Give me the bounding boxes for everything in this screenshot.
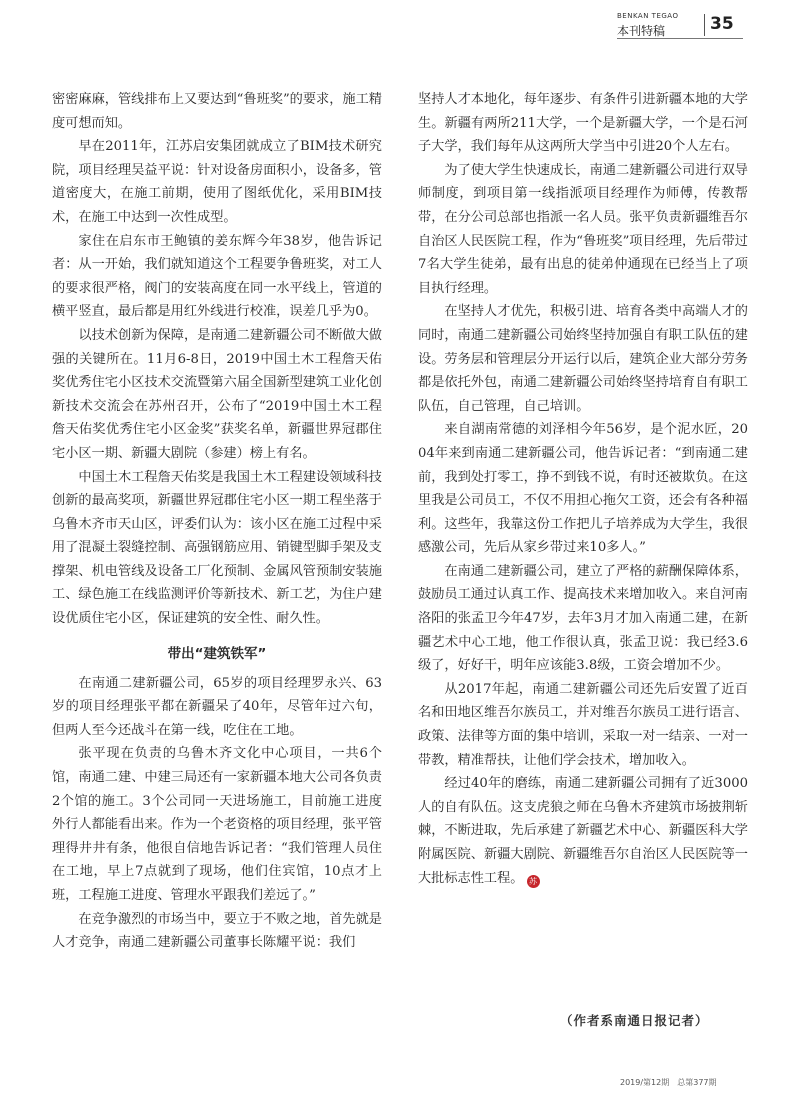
- paragraph: 为了使大学生快速成长，南通二建新疆公司进行双导师制度，到项目第一线指派项目经理作为师傅，传教帮带，在分公司总部也指派一名人员。张平负责新疆维吾尔自治区人民医院工程，作为“鲁班奖”项目经理，先后带过7名大学生徒弟，最有出息的徒弟仲通现在已经当上了项目执行经理。: [418, 162, 748, 296]
- paragraph: 在南通二建新疆公司，建立了严格的薪酬保障体系，鼓励员工通过认真工作、提高技术来增加收入。来自河南洛阳的张孟卫今年47岁，去年3月才加入南通二建，在新疆艺术中心工地，他工作很认真，张孟卫说：我已经3.6级了，好好干，明年应该能3.8级，工资会增加不少。: [418, 563, 748, 674]
- section-name-cn: 本刊特稿: [617, 24, 666, 38]
- paragraph: 在坚持人才优先，积极引进、培育各类中高端人才的同时，南通二建新疆公司始终坚持加强自有职工队伍的建设。劳务层和管理层分开运行以后，建筑企业大部分劳务都是依托外包，南通二建新疆公司始终坚持培育自有职工队伍，自己管理，自己培训。: [418, 304, 748, 414]
- section-name-en: BENKAN TEGAO: [617, 12, 679, 20]
- paragraph-final: [418, 772, 748, 890]
- section-heading: 带出“建筑铁军”: [167, 645, 267, 662]
- right-column: [418, 88, 748, 890]
- issue-footer: 2019/第12期 总第377期: [620, 1078, 717, 1087]
- header-divider: [704, 14, 705, 36]
- paragraph: 在南通二建新疆公司，65岁的项目经理罗永兴、63岁的项目经理张平都在新疆呆了40年，尽管年过六旬，但两人至今还战斗在第一线，吃住在工地。: [52, 675, 382, 738]
- paragraph: 家住在启东市王鲍镇的姜东辉今年38岁，他告诉记者：从一开始，我们就知道这个工程要争鲁班奖，对工人的要求很严格，阀门的安装高度在同一水平线上，管道的横平竖直，最后都是用红外线进行校准，误差几乎为0。: [52, 233, 382, 320]
- paragraph: 张平现在负责的乌鲁木齐文化中心项目，一共6个馆，南通二建、中建三局还有一家新疆本地大公司各负责2个馆的施工。3个公司同一天进场施工，目前施工进度外行人都能看出来。作为一个老资格的项目经理，张平管理得井井有条，他很自信地告诉记者：“我们管理人员住在工地，早上7点就到了现场，他们住宾馆，10点才上班，工程施工进度、管理水平跟我们差远了。”: [52, 746, 382, 903]
- author-note: （作者系南通日报记者）: [560, 1013, 709, 1028]
- header-underline: [617, 38, 743, 39]
- paragraph-text: 经过40年的磨练，南通二建新疆公司拥有了近3000人的自有队伍。这支虎狼之师在乌鲁木齐建筑市场披荆斩棘，不断进取，先后承建了新疆艺术中心、新疆医科大学附属医院、新疆大剧院、新疆维吾尔自治区人民医院等一大批标志性工程。: [418, 776, 748, 886]
- paragraph: 从2017年起，南通二建新疆公司还先后安置了近百名和田地区维吾尔族员工，并对维吾尔族员工进行语言、政策、法律等方面的集中培训，采取一对一结亲、一对一带教，精准帮扶，让他们学会技术，增加收入。: [418, 681, 748, 768]
- page-header: [0, 0, 798, 60]
- left-column: [52, 88, 382, 955]
- paragraph: 密密麻麻，管线排布上又要达到“鲁班奖”的要求，施工精度可想而知。: [52, 92, 382, 131]
- paragraph: 来自湖南常德的刘泽相今年56岁，是个泥水匠，2004年来到南通二建新疆公司，他告诉记者：“到南通二建前，我到处打零工，挣不到钱不说，有时还被欺负。在这里我是公司员工，不仅不用担心拖欠工资，还会有各种福利。这些年，我靠这份工作把儿子培养成为大学生，我很感激公司，先后从家乡带过来10多人。”: [418, 422, 748, 556]
- paragraph: 在竞争激烈的市场当中，要立于不败之地，首先就是人才竞争，南通二建新疆公司董事长陈耀平说：我们: [52, 911, 382, 951]
- paragraph: 早在2011年，江苏启安集团就成立了BIM技术研究院，项目经理吴益平说：针对设备房面积小，设备多，管道密度大，在施工前期，使用了图纸优化，采用BIM技术，在施工中达到一次性成型。: [52, 139, 382, 225]
- paragraph: 中国土木工程詹天佑奖是我国土木工程建设领域科技创新的最高奖项，新疆世界冠郡住宅小区一期工程坐落于乌鲁木齐市天山区，评委们认为：该小区在施工过程中采用了混凝土裂缝控制、高强钢筋应用、销键型脚手架及支撑架、机电管线及设备工厂化预制、金属风管预制安装施工、绿色施工在线监测评价等新技术、新工艺，为住户建设优质住宅小区，保证建筑的安全性、耐久性。: [52, 469, 382, 627]
- paragraph: 坚持人才本地化，每年逐步、有条件引进新疆本地的大学生。新疆有两所211大学，一个是新疆大学，一个是石河子大学，我们每年从这两所大学当中引进20个人左右。: [418, 92, 748, 155]
- page-number: 35: [710, 14, 734, 34]
- paragraph: 以技术创新为保障，是南通二建新疆公司不断做大做强的关键所在。11月6-8日，2019中国土木工程詹天佑奖优秀住宅小区技术交流暨第六届全国新型建筑工业化创新技术交流会在苏州召开，公布了“2019中国土木工程詹天佑奖优秀住宅小区金奖”获奖名单，新疆世界冠郡住宅小区一期、新疆大剧院（参建）榜上有名。: [52, 327, 382, 461]
- end-mark-icon: 苏: [527, 875, 540, 888]
